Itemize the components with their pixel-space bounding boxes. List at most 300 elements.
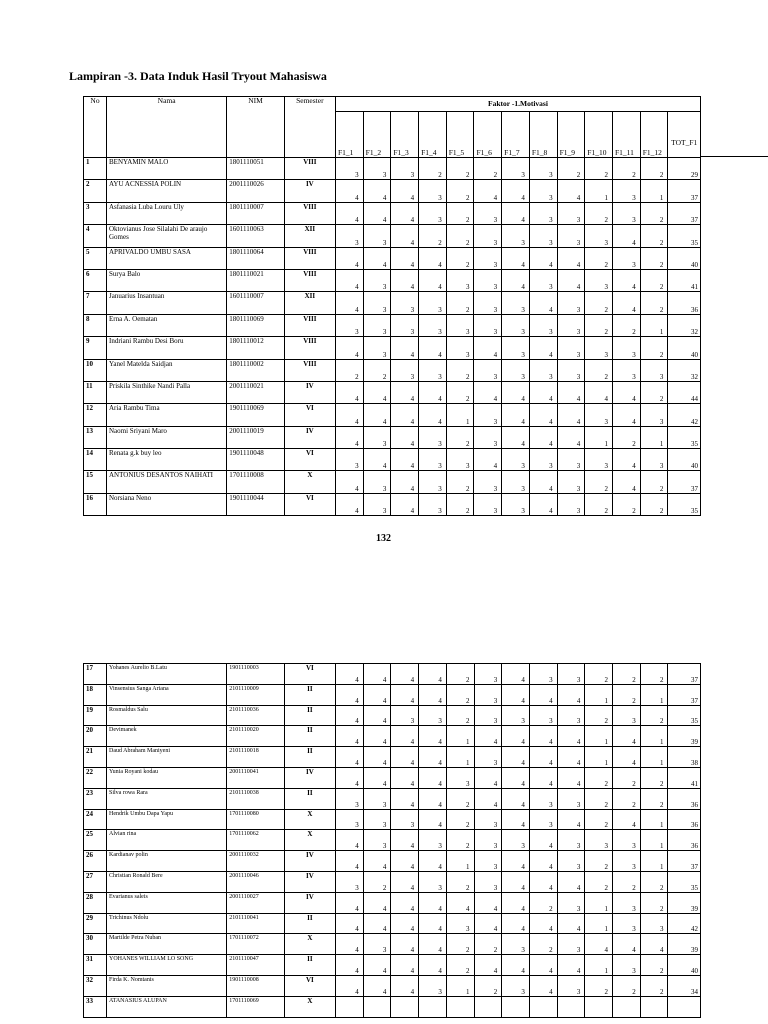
score-cell bbox=[474, 996, 502, 1017]
score-cell: 4 bbox=[502, 202, 530, 224]
score-cell: 2 bbox=[446, 955, 474, 976]
score-cell: 1 bbox=[446, 726, 474, 747]
score-cell: 4 bbox=[557, 747, 585, 768]
student-nim: 2001110019 bbox=[227, 426, 285, 448]
score-cell: 3 bbox=[474, 851, 502, 872]
score-cell: 3 bbox=[474, 225, 502, 247]
header-item: F1_2 bbox=[363, 112, 391, 158]
total-cell: 42 bbox=[668, 404, 701, 426]
student-nim: 1801110012 bbox=[227, 337, 285, 359]
header-item: F1_5 bbox=[446, 112, 474, 158]
score-cell: 3 bbox=[419, 426, 447, 448]
student-nim: 1601110007 bbox=[227, 292, 285, 314]
score-cell: 3 bbox=[557, 788, 585, 809]
table-row bbox=[84, 788, 701, 809]
student-semester: VIII bbox=[284, 314, 335, 336]
student-name: ANTONIUS DESANTOS NAIHATI bbox=[107, 471, 227, 493]
row-number: 11 bbox=[84, 381, 107, 403]
score-cell: 4 bbox=[335, 247, 363, 269]
score-cell: 1 bbox=[585, 913, 613, 934]
table-row bbox=[84, 913, 701, 934]
student-semester: IV bbox=[284, 180, 335, 202]
score-cell: 3 bbox=[557, 851, 585, 872]
total-cell: 35 bbox=[668, 225, 701, 247]
student-nim: 1801110051 bbox=[227, 158, 285, 180]
score-cell: 1 bbox=[640, 809, 668, 830]
score-cell: 4 bbox=[474, 955, 502, 976]
score-cell: 4 bbox=[391, 269, 419, 291]
score-cell: 4 bbox=[474, 892, 502, 913]
table-row bbox=[84, 269, 701, 291]
table-row bbox=[84, 830, 701, 851]
student-name: Rosmaldus Salu bbox=[107, 705, 227, 726]
student-semester: VIII bbox=[284, 337, 335, 359]
score-cell: 4 bbox=[502, 404, 530, 426]
score-cell: 3 bbox=[529, 809, 557, 830]
score-cell: 4 bbox=[529, 247, 557, 269]
student-semester: VIII bbox=[284, 158, 335, 180]
score-cell: 4 bbox=[363, 247, 391, 269]
student-nim: 2101110036 bbox=[227, 705, 285, 726]
score-cell: 3 bbox=[529, 314, 557, 336]
header-item: F1_4 bbox=[419, 112, 447, 158]
score-cell: 4 bbox=[557, 426, 585, 448]
student-name: Alvian rina bbox=[107, 830, 227, 851]
score-cell: 3 bbox=[446, 337, 474, 359]
score-cell bbox=[391, 996, 419, 1017]
total-cell: 29 bbox=[668, 158, 701, 180]
score-cell: 4 bbox=[502, 269, 530, 291]
score-cell: 4 bbox=[529, 871, 557, 892]
score-cell: 3 bbox=[335, 225, 363, 247]
student-semester: VI bbox=[284, 404, 335, 426]
student-name: APRIVALDO UMBU SASA bbox=[107, 247, 227, 269]
score-cell: 4 bbox=[502, 381, 530, 403]
student-semester: IV bbox=[284, 426, 335, 448]
score-cell: 2 bbox=[640, 269, 668, 291]
student-name: Martilde Petra Nuban bbox=[107, 934, 227, 955]
student-semester: II bbox=[284, 913, 335, 934]
score-cell: 4 bbox=[335, 202, 363, 224]
score-cell: 4 bbox=[391, 684, 419, 705]
score-cell: 4 bbox=[557, 404, 585, 426]
total-cell: 37 bbox=[668, 684, 701, 705]
page-number: 132 bbox=[376, 533, 391, 544]
score-cell: 4 bbox=[363, 913, 391, 934]
row-number: 27 bbox=[84, 871, 107, 892]
student-name: Devimanek bbox=[107, 726, 227, 747]
score-cell: 2 bbox=[640, 381, 668, 403]
score-cell: 4 bbox=[419, 726, 447, 747]
score-cell: 3 bbox=[612, 337, 640, 359]
score-cell: 4 bbox=[612, 381, 640, 403]
score-cell: 3 bbox=[557, 202, 585, 224]
score-cell: 4 bbox=[529, 975, 557, 996]
score-cell: 4 bbox=[474, 788, 502, 809]
table-row bbox=[84, 705, 701, 726]
score-cell: 4 bbox=[391, 180, 419, 202]
score-cell: 2 bbox=[474, 934, 502, 955]
score-cell: 2 bbox=[446, 809, 474, 830]
score-cell: 3 bbox=[336, 809, 364, 830]
score-cell: 3 bbox=[419, 471, 447, 493]
score-cell: 3 bbox=[502, 359, 530, 381]
score-cell: 4 bbox=[529, 404, 557, 426]
score-cell: 4 bbox=[336, 664, 364, 685]
row-number: 29 bbox=[84, 913, 107, 934]
table-row bbox=[84, 851, 701, 872]
student-semester: VI bbox=[284, 493, 335, 515]
score-cell: 4 bbox=[529, 726, 557, 747]
score-cell: 2 bbox=[446, 247, 474, 269]
score-cell: 3 bbox=[474, 426, 502, 448]
score-cell: 3 bbox=[502, 449, 530, 471]
score-cell: 3 bbox=[363, 493, 391, 515]
student-nim: 1601110063 bbox=[227, 225, 285, 247]
score-cell: 2 bbox=[446, 225, 474, 247]
score-cell: 4 bbox=[336, 726, 364, 747]
score-cell: 2 bbox=[474, 975, 502, 996]
table-body-page-1 bbox=[84, 158, 701, 516]
score-cell: 2 bbox=[446, 934, 474, 955]
score-cell: 3 bbox=[557, 975, 585, 996]
score-cell: 4 bbox=[391, 851, 419, 872]
score-cell: 2 bbox=[446, 359, 474, 381]
score-cell: 3 bbox=[474, 269, 502, 291]
score-cell: 3 bbox=[391, 809, 419, 830]
score-cell: 4 bbox=[529, 851, 557, 872]
score-cell: 2 bbox=[446, 493, 474, 515]
score-cell: 4 bbox=[335, 269, 363, 291]
row-number: 24 bbox=[84, 809, 107, 830]
score-cell: 2 bbox=[446, 705, 474, 726]
score-cell: 2 bbox=[446, 202, 474, 224]
student-nim: 1901110008 bbox=[227, 975, 285, 996]
score-cell: 2 bbox=[640, 202, 668, 224]
score-cell: 3 bbox=[363, 788, 391, 809]
student-semester: XII bbox=[284, 292, 335, 314]
score-cell: 1 bbox=[585, 180, 613, 202]
score-cell: 4 bbox=[363, 747, 391, 768]
score-cell: 4 bbox=[363, 180, 391, 202]
score-cell: 2 bbox=[585, 705, 613, 726]
score-cell: 3 bbox=[474, 314, 502, 336]
student-name: Daud Abraham Maniyeni bbox=[107, 747, 227, 768]
row-number: 12 bbox=[84, 404, 107, 426]
row-number: 18 bbox=[84, 684, 107, 705]
student-semester: VIII bbox=[284, 269, 335, 291]
header-item: F1_1 bbox=[335, 112, 363, 158]
score-cell: 4 bbox=[613, 747, 641, 768]
score-cell: 2 bbox=[557, 158, 585, 180]
score-cell: 4 bbox=[502, 871, 530, 892]
table-row bbox=[84, 158, 701, 180]
student-name: Januarius Insantuan bbox=[107, 292, 227, 314]
score-cell: 1 bbox=[446, 747, 474, 768]
score-cell: 1 bbox=[446, 404, 474, 426]
header-item: F1_3 bbox=[391, 112, 419, 158]
score-cell: 2 bbox=[585, 975, 613, 996]
student-name: AYU ACNESSIA POLIN bbox=[107, 180, 227, 202]
score-cell: 2 bbox=[640, 705, 668, 726]
student-semester: X bbox=[284, 809, 335, 830]
score-cell: 4 bbox=[585, 381, 613, 403]
score-cell: 4 bbox=[391, 404, 419, 426]
student-semester: II bbox=[284, 726, 335, 747]
score-cell: 2 bbox=[446, 684, 474, 705]
score-cell: 2 bbox=[446, 180, 474, 202]
score-cell: 2 bbox=[640, 337, 668, 359]
score-cell: 2 bbox=[640, 471, 668, 493]
score-cell: 4 bbox=[529, 292, 557, 314]
score-cell: 4 bbox=[502, 955, 530, 976]
score-cell: 4 bbox=[391, 747, 419, 768]
student-name: Renata g.k buy leo bbox=[107, 449, 227, 471]
score-cell: 3 bbox=[585, 269, 613, 291]
score-cell: 3 bbox=[391, 292, 419, 314]
score-cell: 4 bbox=[529, 493, 557, 515]
score-cell: 4 bbox=[391, 225, 419, 247]
score-cell: 4 bbox=[557, 381, 585, 403]
score-cell: 3 bbox=[474, 493, 502, 515]
score-cell: 4 bbox=[419, 747, 447, 768]
score-cell: 1 bbox=[640, 314, 668, 336]
score-cell: 3 bbox=[363, 830, 391, 851]
score-cell: 2 bbox=[613, 788, 641, 809]
score-cell: 2 bbox=[640, 767, 668, 788]
score-cell: 4 bbox=[502, 747, 530, 768]
student-nim: 1801110064 bbox=[227, 247, 285, 269]
score-cell: 3 bbox=[474, 292, 502, 314]
score-cell: 3 bbox=[419, 705, 447, 726]
table-row bbox=[84, 726, 701, 747]
student-name: Priskila Sinthike Nandi Palla bbox=[107, 381, 227, 403]
table-row bbox=[84, 809, 701, 830]
score-cell: 1 bbox=[585, 684, 613, 705]
score-cell: 4 bbox=[391, 955, 419, 976]
total-cell: 36 bbox=[668, 809, 701, 830]
score-cell: 2 bbox=[335, 359, 363, 381]
student-name: Erna A. Oematan bbox=[107, 314, 227, 336]
score-cell: 4 bbox=[336, 705, 364, 726]
score-cell: 3 bbox=[557, 359, 585, 381]
score-cell: 4 bbox=[391, 471, 419, 493]
score-cell: 4 bbox=[336, 934, 364, 955]
score-cell: 4 bbox=[474, 449, 502, 471]
score-cell: 3 bbox=[557, 314, 585, 336]
score-cell: 3 bbox=[474, 471, 502, 493]
student-nim: 1901110048 bbox=[227, 449, 285, 471]
score-cell: 4 bbox=[474, 180, 502, 202]
score-cell: 3 bbox=[529, 158, 557, 180]
score-cell: 2 bbox=[363, 871, 391, 892]
score-cell: 4 bbox=[335, 292, 363, 314]
header-item: F1_6 bbox=[474, 112, 502, 158]
score-cell: 2 bbox=[612, 158, 640, 180]
score-cell: 3 bbox=[613, 830, 641, 851]
score-cell: 2 bbox=[613, 684, 641, 705]
score-cell: 4 bbox=[502, 809, 530, 830]
score-cell: 3 bbox=[612, 202, 640, 224]
score-cell: 3 bbox=[529, 359, 557, 381]
row-number: 10 bbox=[84, 359, 107, 381]
table-row bbox=[84, 426, 701, 448]
total-cell: 36 bbox=[668, 292, 701, 314]
score-cell: 3 bbox=[640, 359, 668, 381]
score-cell: 2 bbox=[585, 292, 613, 314]
score-cell: 2 bbox=[585, 788, 613, 809]
score-cell: 2 bbox=[585, 493, 613, 515]
score-cell bbox=[502, 996, 530, 1017]
score-cell: 1 bbox=[640, 851, 668, 872]
total-cell: 36 bbox=[668, 788, 701, 809]
score-cell: 3 bbox=[502, 292, 530, 314]
score-cell: 1 bbox=[640, 830, 668, 851]
score-cell: 3 bbox=[613, 851, 641, 872]
score-cell: 4 bbox=[612, 269, 640, 291]
total-cell: 35 bbox=[668, 705, 701, 726]
score-cell: 4 bbox=[557, 726, 585, 747]
total-cell: 35 bbox=[668, 871, 701, 892]
score-cell: 3 bbox=[363, 426, 391, 448]
score-cell: 4 bbox=[419, 788, 447, 809]
score-cell: 1 bbox=[640, 726, 668, 747]
score-cell: 3 bbox=[612, 359, 640, 381]
score-cell: 2 bbox=[446, 871, 474, 892]
score-cell: 3 bbox=[529, 180, 557, 202]
total-cell: 39 bbox=[668, 934, 701, 955]
score-cell: 2 bbox=[446, 830, 474, 851]
score-cell: 4 bbox=[419, 404, 447, 426]
score-cell: 4 bbox=[502, 892, 530, 913]
student-name: Yunia Royani kodau bbox=[107, 767, 227, 788]
table-row bbox=[84, 471, 701, 493]
score-cell: 3 bbox=[446, 913, 474, 934]
table-row bbox=[84, 892, 701, 913]
student-semester: XII bbox=[284, 225, 335, 247]
score-cell: 4 bbox=[391, 767, 419, 788]
score-cell: 4 bbox=[336, 747, 364, 768]
student-name: Naomi Sriyani Maro bbox=[107, 426, 227, 448]
student-name: Vinsensius Sanga Ariana bbox=[107, 684, 227, 705]
score-cell: 3 bbox=[557, 934, 585, 955]
score-cell: 3 bbox=[419, 449, 447, 471]
student-semester: IV bbox=[284, 892, 335, 913]
row-number: 31 bbox=[84, 955, 107, 976]
score-cell: 3 bbox=[613, 913, 641, 934]
score-cell: 4 bbox=[612, 225, 640, 247]
total-cell: 35 bbox=[668, 426, 701, 448]
student-semester: II bbox=[284, 747, 335, 768]
score-cell: 4 bbox=[612, 404, 640, 426]
score-cell: 4 bbox=[502, 767, 530, 788]
score-cell: 4 bbox=[557, 809, 585, 830]
score-cell bbox=[336, 996, 364, 1017]
score-cell: 3 bbox=[557, 493, 585, 515]
score-cell: 2 bbox=[529, 892, 557, 913]
score-cell: 3 bbox=[502, 471, 530, 493]
score-cell: 3 bbox=[529, 449, 557, 471]
student-name: Oktovianus Jose Silalahi De araujo Gomes bbox=[107, 225, 227, 247]
student-nim: 2001110027 bbox=[227, 892, 285, 913]
student-nim: 1801110007 bbox=[227, 202, 285, 224]
student-name: ATANASIUS ALUPAN bbox=[107, 996, 227, 1017]
score-cell: 3 bbox=[557, 705, 585, 726]
data-table-page-2 bbox=[83, 663, 701, 1018]
student-name: Firda K. Nomtanis bbox=[107, 975, 227, 996]
score-cell: 2 bbox=[585, 871, 613, 892]
score-cell: 4 bbox=[557, 684, 585, 705]
score-cell: 4 bbox=[502, 664, 530, 685]
student-semester: VIII bbox=[284, 202, 335, 224]
score-cell: 2 bbox=[613, 871, 641, 892]
row-number: 23 bbox=[84, 788, 107, 809]
student-nim: 2001110032 bbox=[227, 851, 285, 872]
score-cell: 4 bbox=[335, 404, 363, 426]
score-cell: 2 bbox=[640, 955, 668, 976]
score-cell: 3 bbox=[474, 747, 502, 768]
header-nim: NIM bbox=[227, 97, 285, 158]
score-cell: 2 bbox=[446, 788, 474, 809]
score-cell: 4 bbox=[391, 247, 419, 269]
score-cell: 4 bbox=[419, 767, 447, 788]
student-name: Evarianus saleis bbox=[107, 892, 227, 913]
score-cell: 4 bbox=[557, 955, 585, 976]
score-cell: 4 bbox=[612, 449, 640, 471]
score-cell bbox=[419, 996, 447, 1017]
total-cell: 41 bbox=[668, 269, 701, 291]
score-cell: 4 bbox=[419, 337, 447, 359]
student-nim: 2001110026 bbox=[227, 180, 285, 202]
score-cell: 4 bbox=[502, 426, 530, 448]
student-name: Asfanasia Luba Louru Uly bbox=[107, 202, 227, 224]
score-cell: 3 bbox=[474, 359, 502, 381]
score-cell: 2 bbox=[585, 809, 613, 830]
score-cell: 3 bbox=[612, 180, 640, 202]
student-semester: IV bbox=[284, 871, 335, 892]
score-cell: 3 bbox=[613, 955, 641, 976]
header-item: F1_12 bbox=[640, 112, 668, 158]
score-cell: 4 bbox=[613, 934, 641, 955]
score-cell: 2 bbox=[612, 314, 640, 336]
score-cell: 4 bbox=[474, 913, 502, 934]
score-cell: 3 bbox=[613, 705, 641, 726]
table-row bbox=[84, 767, 701, 788]
score-cell bbox=[640, 996, 668, 1017]
score-cell: 4 bbox=[335, 426, 363, 448]
score-cell: 3 bbox=[419, 975, 447, 996]
student-nim: 2101110009 bbox=[227, 684, 285, 705]
score-cell: 4 bbox=[391, 493, 419, 515]
row-number: 9 bbox=[84, 337, 107, 359]
table-row bbox=[84, 664, 701, 685]
score-cell: 3 bbox=[419, 830, 447, 851]
student-name: Yanel Matelda Saidjan bbox=[107, 359, 227, 381]
score-cell: 3 bbox=[529, 225, 557, 247]
score-cell: 4 bbox=[502, 788, 530, 809]
student-nim: 1901110069 bbox=[227, 404, 285, 426]
score-cell: 3 bbox=[557, 664, 585, 685]
score-cell: 4 bbox=[474, 381, 502, 403]
student-semester: VI bbox=[284, 975, 335, 996]
score-cell: 3 bbox=[502, 934, 530, 955]
score-cell: 4 bbox=[336, 955, 364, 976]
total-cell: 37 bbox=[668, 664, 701, 685]
student-nim: 1901110044 bbox=[227, 493, 285, 515]
student-semester: VIII bbox=[284, 247, 335, 269]
header-no: No bbox=[84, 97, 107, 158]
total-cell: 37 bbox=[668, 180, 701, 202]
